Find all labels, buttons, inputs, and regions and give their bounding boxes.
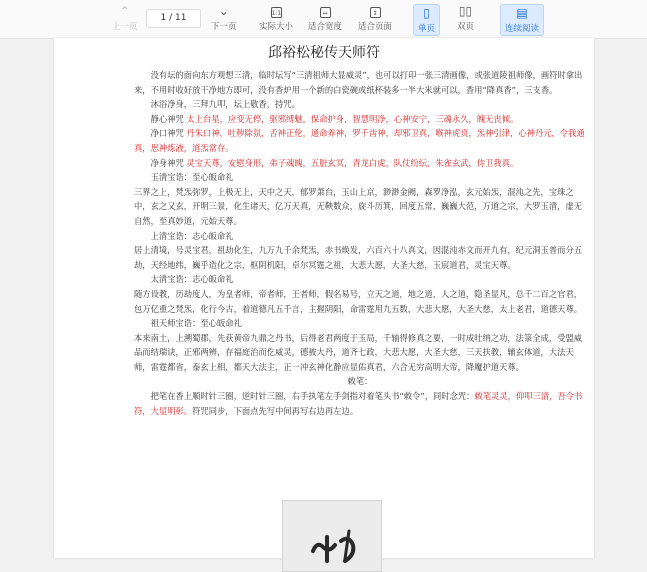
actual-size-icon: 1:1 [259,4,293,18]
paragraph [134,374,586,389]
page-current: 1 [160,13,167,23]
paragraph [134,112,586,127]
paragraph-text: 太清宝诰：志心皈命礼 [150,274,234,285]
double-page-label: 双页 [457,22,475,32]
paragraph [134,316,586,331]
fit-width-icon: ↔ [308,4,342,18]
incantation-text: 敕笔灵灵，仰叩三清，吾令书符，大显明彰。 [134,391,583,416]
paragraph-text: 净口神咒 [150,128,184,139]
prev-page-label: 上一页 [112,22,138,32]
paragraph [134,68,586,97]
chevron-up-icon: ⌃ [119,4,130,18]
paragraph [134,97,586,112]
fit-width-label: 适合宽度 [308,22,343,32]
continuous-reading-icon: ▤ [516,6,528,20]
paragraph [134,170,586,185]
fit-page-label: 适合页面 [358,22,393,32]
paragraph-text: 净身神咒 [150,157,184,168]
paragraph-text: 把笔在香上顺时针三圈，逆时针三圈，右手执笔左手剑指对着笔头书“敕令”，同时念咒： [150,391,475,402]
paragraph-text: 随方设教，历劫度人，为皇者师，帝者师，王者师，假名易号，立天之道，地之道，人之道，隐圣显凡，总千二百之官君，包万亿重之梵炁，化行今古，着道德凡五千言，主握阴阳，命雷霆用九五数，大悲大愿，大圣大慈，太上老君，道德天尊。 [134,288,583,314]
paragraph [134,287,586,316]
paragraph [134,331,586,375]
single-page-icon: ▯ [423,6,430,20]
paragraph [134,185,586,229]
single-page-label: 单页 [418,24,436,34]
actual-size-button[interactable] [259,4,293,32]
paragraph-text: 居上清境，号灵宝君，祖劫化生，九万九千余梵炁，赤书焕发，六百六十八真文，因混沌赤文而开九有，纪元洞玉普而分五劫，天经地纬，巍乎造化之宗，枢阴机阳，卓尔冥霆之祖，大悲大愿，大圣大慈，玉宸道君，灵宝天尊。 [134,245,583,270]
talisman-photo [282,500,382,572]
paragraph [134,156,586,171]
paragraph-text: 符咒同步，下面点先写中间再写右边再左边。 [192,405,359,416]
paragraph-text: 祖天师宝诰：至心皈命礼 [150,318,242,329]
paragraph-text: 上清宝诰：志心皈命礼 [150,230,234,241]
paragraph [134,126,586,155]
paragraph-text: 三界之上，梵炁弥罗，上极无上，天中之天，郁罗萧台，玉山上京，渺渺金阙，森罗净泓，玄元始炁，混沌之先，宝珠之中，玄之又玄，开明三景，化生诸天，亿万天真，无鞅数众，旋斗历箕，回度五常，巍巍大范，万道之宗，大罗玉清，虚无自然，至真妙道，元始天尊。 [134,186,583,226]
fit-page-button[interactable] [358,4,392,32]
next-page-button[interactable] [211,4,237,32]
document-title: 邱裕松秘传天师符 [268,45,380,61]
paragraph [134,272,586,287]
actual-size-label: 实际大小 [259,22,294,32]
prev-page-button[interactable] [112,4,138,32]
document-page [54,38,594,558]
next-page-label: 下一页 [211,22,237,32]
viewer-toolbar [0,0,647,39]
incantation-text: 太上台星，应变无停，驱邪缚魅，保命护身，智慧明净，心神安宁，三魂永久，魄无丧倾。 [186,113,519,124]
single-page-button[interactable] [413,4,440,36]
document-body [134,68,586,418]
paragraph [134,389,586,418]
incantation-text: 灵宝天尊，安慰身形，弟子魂魄，五脏玄冥，青龙白虎，队仗纷纭，朱雀玄武，侍卫我真。 [186,157,519,168]
paragraph-text: 静心神咒 [150,113,184,124]
double-page-button[interactable] [457,4,474,32]
continuous-reading-label: 连续阅读 [505,24,540,34]
paragraph [134,229,586,244]
double-page-icon: ▯▯ [458,4,473,18]
continuous-reading-button[interactable] [500,4,544,36]
fit-width-button[interactable] [308,4,342,32]
fit-page-icon: ↕ [358,4,392,18]
paragraph-text: 没有坛的面向东方观想三清，临时坛写“三清祖师大显威灵”，也可以打印一张三清画像，或张道陵祖师像，画符时拿出来，不用时收好放干净地方即可，没有香炉用一个新的白瓷碗或纸杯装多一半大米就可以，香用“降真香”，三支香。 [134,70,583,95]
page-number-input[interactable] [146,9,201,28]
paragraph-text: 本来南土，上溯蜀郡，先获黄帝九鼎之丹书，后得老君两度于玉局，千轴得修真之要，一时成吐纳之功，法箓全成，受盟威品而结瑞诀，正邪两辨，存福庭治而仡威灵，德被大丹，道齐七政，大悲大愿，大圣大慈，三天扶教，辅玄体道，大法天师，雷霆都省，泰玄上相，都天大法主，正一冲玄神化静应显佑真君，六合无穷高明大帝，降魔护道天尊。 [134,332,583,372]
page-total: / 11 [169,13,187,23]
incantation-text: 丹朱口神，吐秽除氛，舌神正伦，通命养神，罗千齿神，却邪卫真，喉神虎贲，炁神引津，心神丹元，令我通真，思神炼液，道炁常存。 [134,128,585,153]
paragraph [134,243,586,272]
paragraph-text: 沐浴净身，三拜九叩，坛上敬香，持咒。 [150,99,300,110]
chevron-down-icon: ⌄ [218,4,229,18]
handwriting-image [283,501,381,571]
paragraph-text: 玉清宝诰：至心皈命礼 [150,172,234,183]
paragraph-text: 敕笔： [347,376,373,387]
